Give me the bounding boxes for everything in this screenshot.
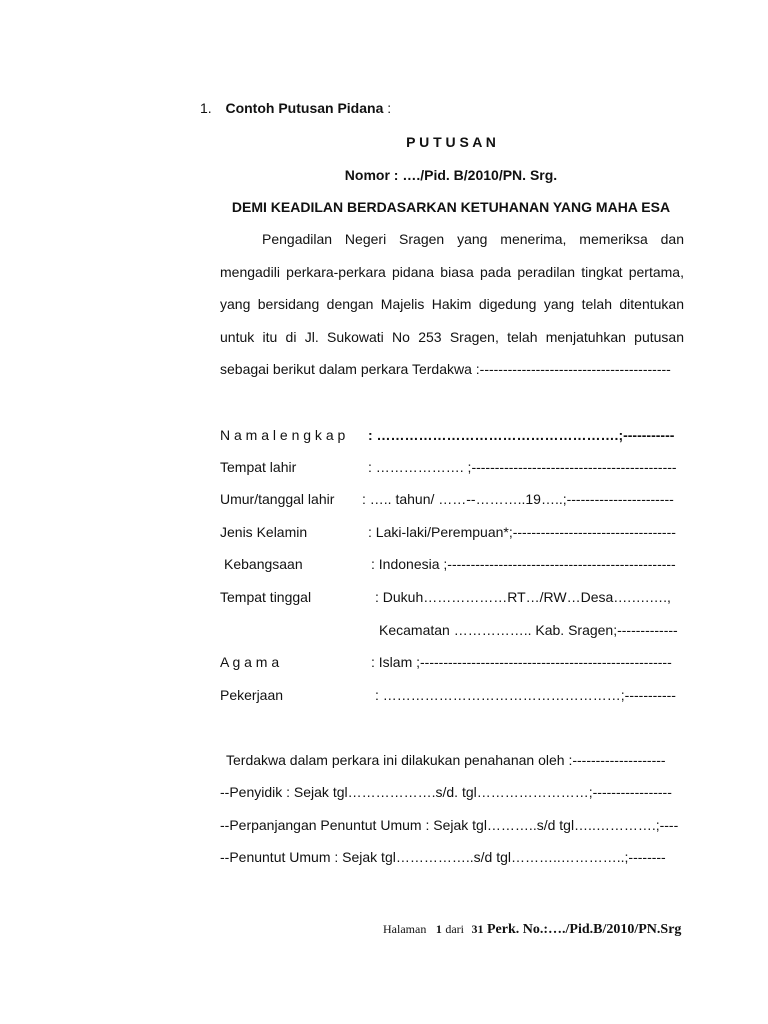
umur-label: Umur/tanggal lahir xyxy=(220,491,335,507)
section-colon: : xyxy=(383,100,392,116)
paragraph-line-2: mengadili perkara-perkara pidana biasa pada peradilan tingkat pertama, xyxy=(220,264,684,280)
pekerjaan-label: Pekerjaan xyxy=(220,687,284,703)
detention-line-4: --Penuntut Umum : Sejak tgl……………..s/d tgl………..…………..;-------- xyxy=(220,849,666,865)
jenis-kelamin-value: : Laki-laki/Perempuan*;----------------------------------- xyxy=(368,524,676,540)
agama-label: A g a m a xyxy=(220,654,280,670)
footer-perk-number: Perk. No.:…./Pid.B/2010/PN.Srg xyxy=(486,922,682,937)
detention-line-2: --Penyidik : Sejak tgl……………….s/d. tgl……………………;----------------- xyxy=(220,784,672,800)
footer-total-pages: 31 xyxy=(471,922,484,936)
paragraph-line-5: sebagai berikut dalam perkara Terdakwa :----------------------------------------- xyxy=(220,361,671,377)
detention-line-3: --Perpanjangan Penuntut Umum : Sejak tgl………..s/d tgl…..………….;---- xyxy=(220,817,679,833)
paragraph-line-3: yang bersidang dengan Majelis Hakim digedung yang telah ditentukan xyxy=(220,296,684,312)
footer-dari: dari xyxy=(445,922,464,936)
section-number: 1. xyxy=(200,100,212,116)
footer-halaman: Halaman xyxy=(383,922,427,936)
tempat-lahir-value: : ………………. ;-------------------------------------------- xyxy=(368,459,677,475)
agama-value: : Islam ;------------------------------------------------------ xyxy=(371,654,672,670)
tempat-tinggal-value: : Dukuh………………RT…/RW…Desa….….…., xyxy=(375,589,671,605)
umur-value: : ….. tahun/ ……--………..19…..;----------------------- xyxy=(362,491,674,507)
footer-page-number: 1 xyxy=(435,922,442,936)
tempat-tinggal-label: Tempat tinggal xyxy=(220,589,312,605)
page-footer xyxy=(383,920,681,939)
putusan-title: P U T U S A N xyxy=(406,134,496,150)
detention-line-1: Terdakwa dalam perkara ini dilakukan penahanan oleh :-------------------- xyxy=(226,752,666,768)
section-title: Contoh Putusan Pidana xyxy=(225,100,384,116)
nomor-line: Nomor : …./Pid. B/2010/PN. Srg. xyxy=(344,167,558,183)
kecamatan-value: Kecamatan …………….. Kab. Sragen;------------- xyxy=(379,622,678,638)
section-heading xyxy=(200,99,391,117)
paragraph-line-1: Pengadilan Negeri Sragen yang menerima, memeriksa dan xyxy=(262,231,684,247)
kebangsaan-value: : Indonesia ;------------------------------------------------- xyxy=(371,556,676,572)
pekerjaan-value: : ……………………………………………;----------- xyxy=(375,687,676,703)
tempat-lahir-label: Tempat lahir xyxy=(220,459,297,475)
kebangsaan-label: Kebangsaan xyxy=(224,556,303,572)
jenis-kelamin-label: Jenis Kelamin xyxy=(220,524,308,540)
demi-keadilan: DEMI KEADILAN BERDASARKAN KETUHANAN YANG MAHA ESA xyxy=(231,199,671,215)
nama-label: N a m a l e n g k a p xyxy=(220,427,346,443)
paragraph-line-4: untuk itu di Jl. Sukowati No 253 Sragen, telah menjatuhkan putusan xyxy=(220,329,684,345)
nama-value: : …………………………………………….;----------- xyxy=(368,427,675,443)
